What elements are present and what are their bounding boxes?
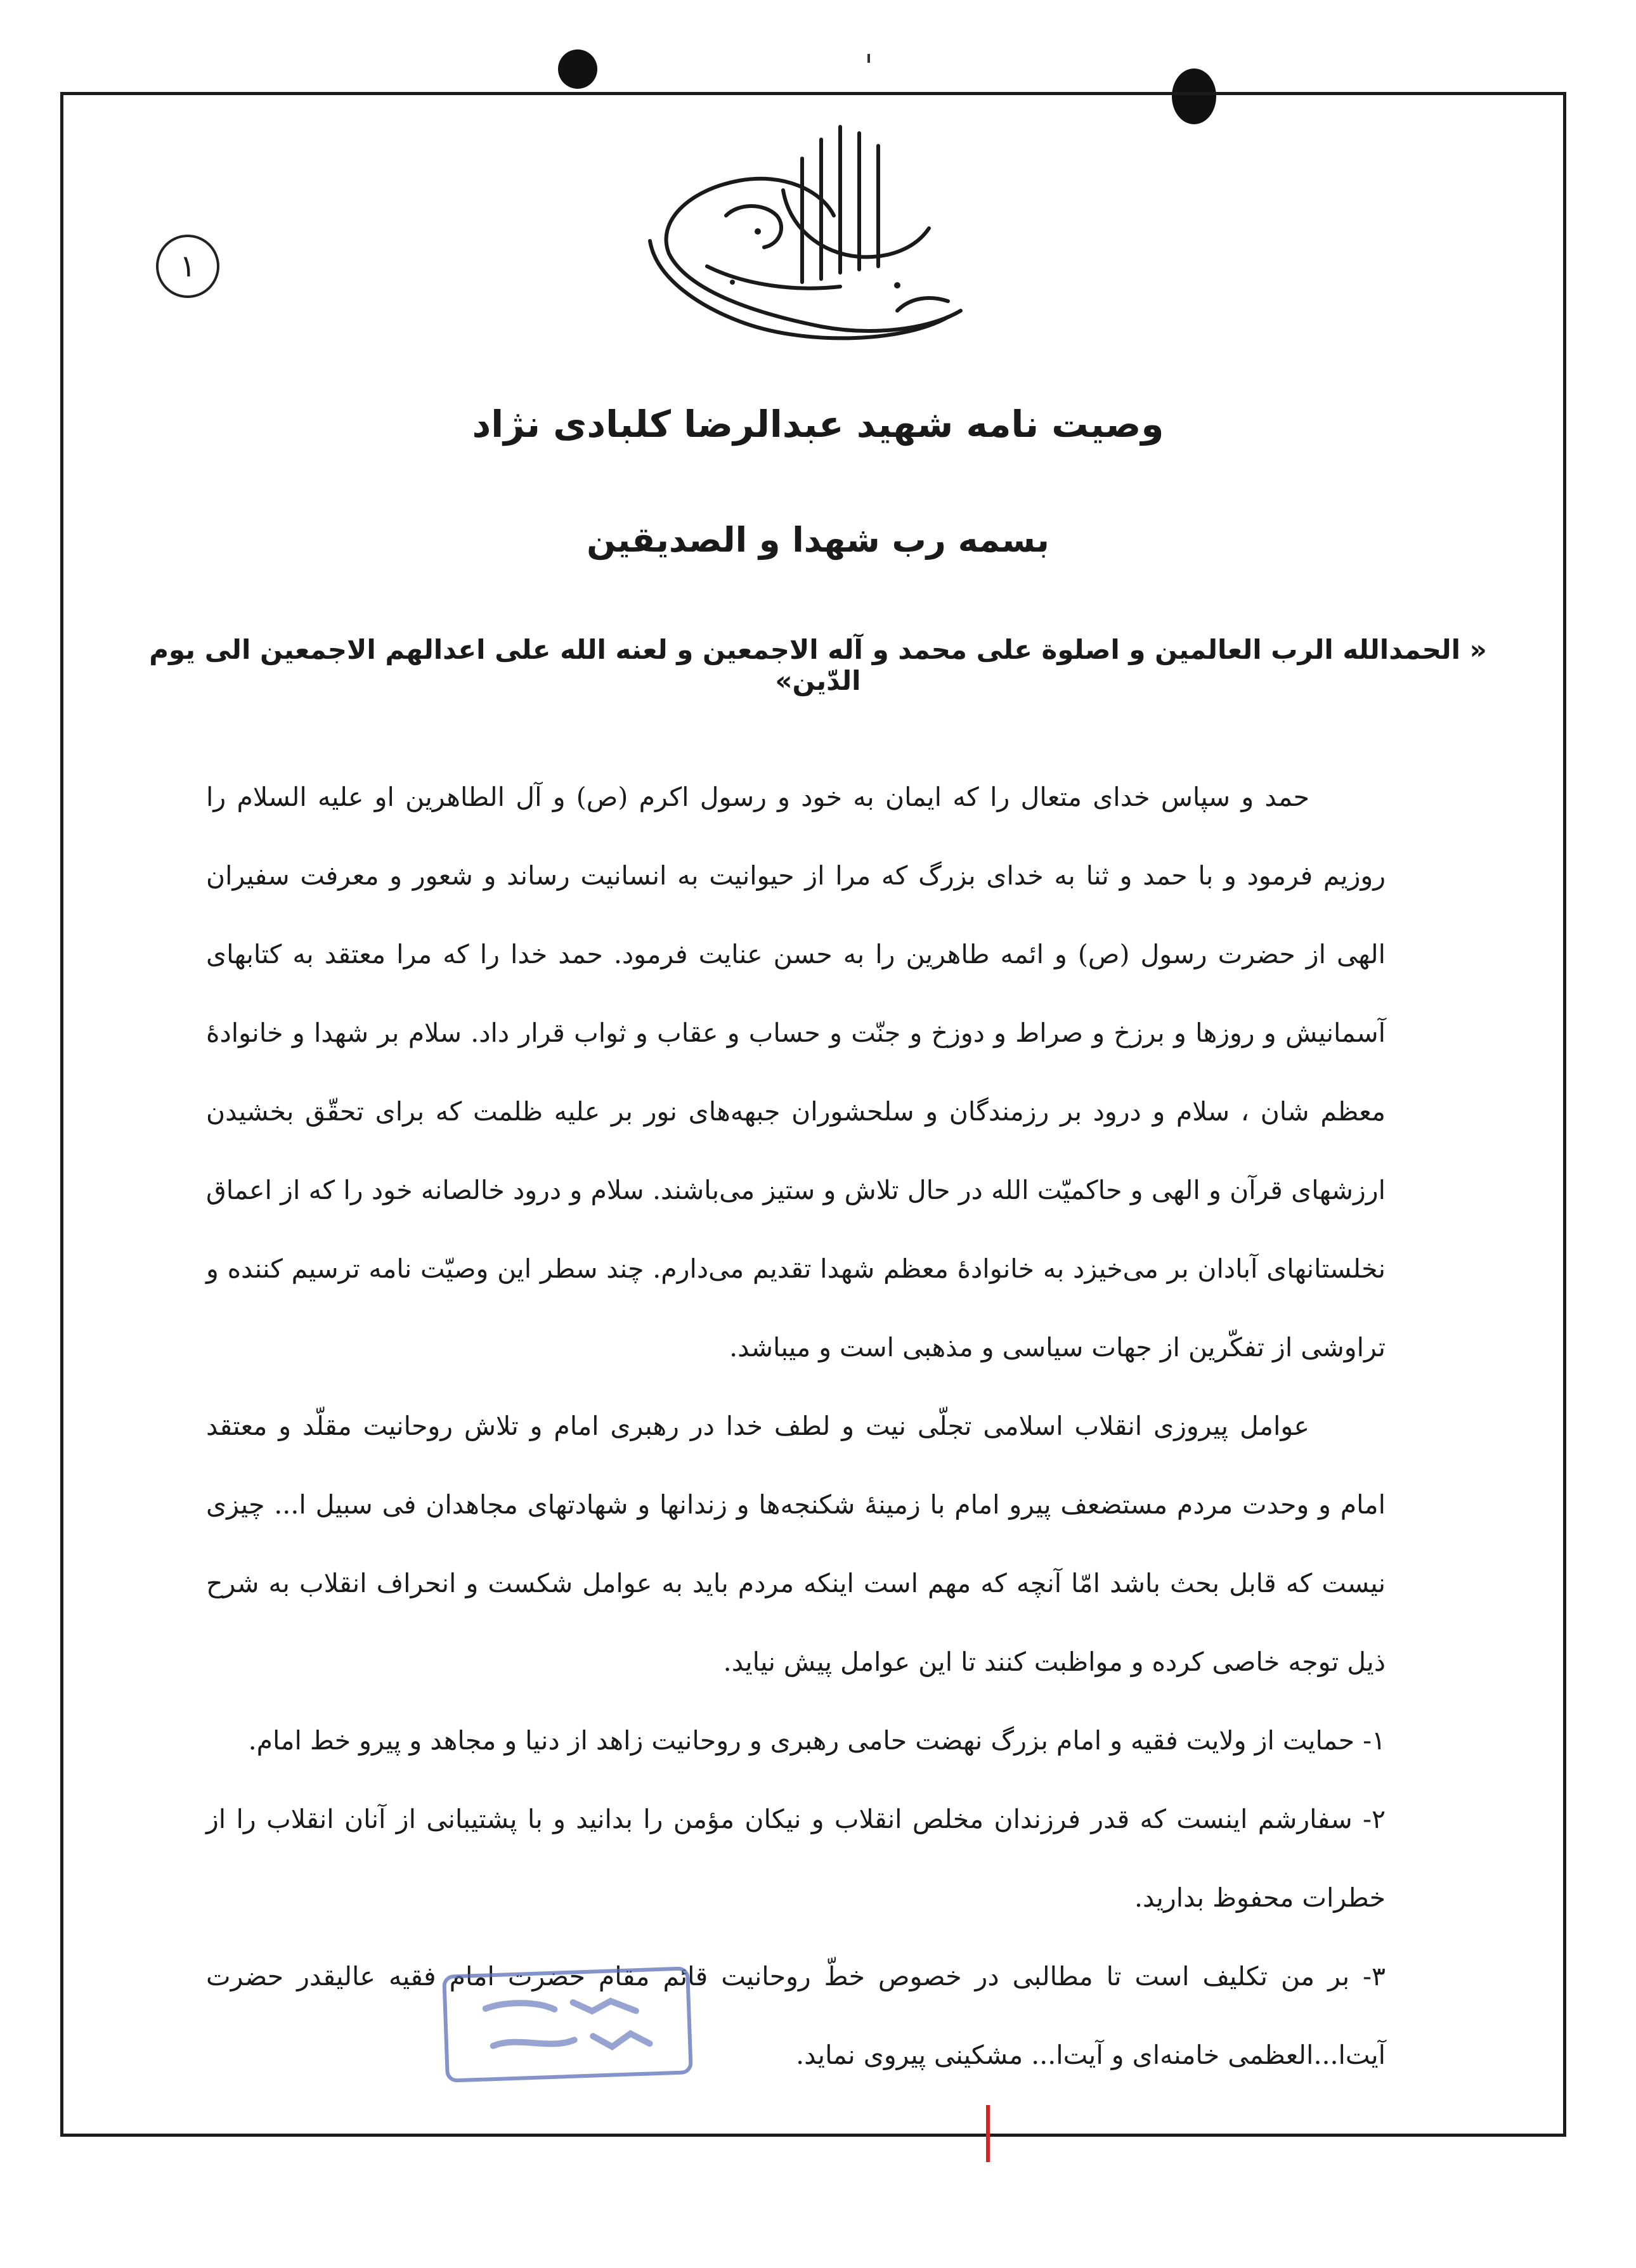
- letter-body: [206, 758, 1386, 2094]
- paper-mark: [867, 54, 870, 63]
- punch-hole-left: [558, 49, 597, 89]
- list-item: ۱- حمایت از ولایت فقیه و امام بزرگ نهضت حامی رهبری و روحانیت زاهد از دنیا و مجاهد و پیرو خط امام.: [248, 1725, 1386, 1756]
- document-title: وصیت نامه شهید عبدالرضا کلبادی نژاد: [472, 403, 1164, 446]
- paragraph: عوامل پیروزی انقلاب اسلامی تجلّی نیت و لطف خدا در رهبری امام و تلاش روحانیت مقلّد و معتقد امام و وحدت مردم مستضعف پیرو امام با زمینهٔ شکنجه‌ها و زندانها و شهادتهای مجاهدان فی سبیل ا... چیزی نیست که قابل بحث باشد امّا آنچه که مهم است اینکه مردم باید به عوامل شکست و انحراف انقلاب به شرح ذیل توجه خاصی کرده و مواظبت کنند تا این عوامل پیش نیاید.: [206, 1411, 1386, 1677]
- registration-stamp: [442, 1966, 693, 2083]
- red-ink-mark: [986, 2105, 990, 2162]
- list-item: ۲- سفارشم اینست که قدر فرزندان مخلص انقلاب و نیکان مؤمن را بدانید و با پشتیبانی از آنان انقلاب را از خطرات محفوظ بدارید.: [206, 1804, 1386, 1913]
- basmala-calligraphy-icon: [631, 120, 973, 349]
- paragraph: حمد و سپاس خدای متعال را که ایمان به خود و رسول اکرم (ص) و آل الطاهرین او علیه السلام را روزیم فرمود و با حمد و ثنا به خدای بزرگ که مرا از حیوانیت به انسانیت رساند و شعور و معرفت سفیران الهی از حضرت رسول (ص) و ائمه طاهرین را به حسن عنایت فرمود. حمد خدا را که مرا معتقد به کتابهای آسمانیش و روزها و برزخ و صراط و دوزخ و جنّت و حساب و عقاب و ثواب قرار داد. سلام بر شهدا و خانوادهٔ معظم شان ، سلام و درود بر رزمندگان و سلحشوران جبهه‌های نور بر علیه ظلمت که برای تحقّق بخشیدن ارزشهای قرآن و الهی و حاکمیّت الله در حال تلاش و ستیز می‌باشند. سلام و درود خالصانه خود را که از اعماق نخلستانهای آبادان بر می‌خیزد به خانوادهٔ معظم شهدا تقدیم می‌دارم. چند سطر این وصیّت نامه ترسیم کننده و تراوشی از تفکّرین از جهات سیاسی و مذهبی است و میباشد.: [206, 782, 1386, 1363]
- page-number: ۱: [156, 235, 219, 298]
- invocation-line: « الحمدالله الرب العالمین و اصلوة علی محمد و آله الاجمعین و لعنه الله علی اعدالهم الاجمعین الی یوم الدّین»: [149, 634, 1487, 696]
- document-subtitle: بسمه رب شهدا و الصدیقین: [587, 520, 1049, 560]
- list-item: ۳- بر من تکلیف است تا مطالبی در خصوص خطّ روحانیت قائم مقام حضرت امام فقیه عالیقدر حضرت آیت‌ا...العظمی خامنه‌ای و آیت‌ا... مشکینی پیروی نماید.: [206, 1961, 1386, 2070]
